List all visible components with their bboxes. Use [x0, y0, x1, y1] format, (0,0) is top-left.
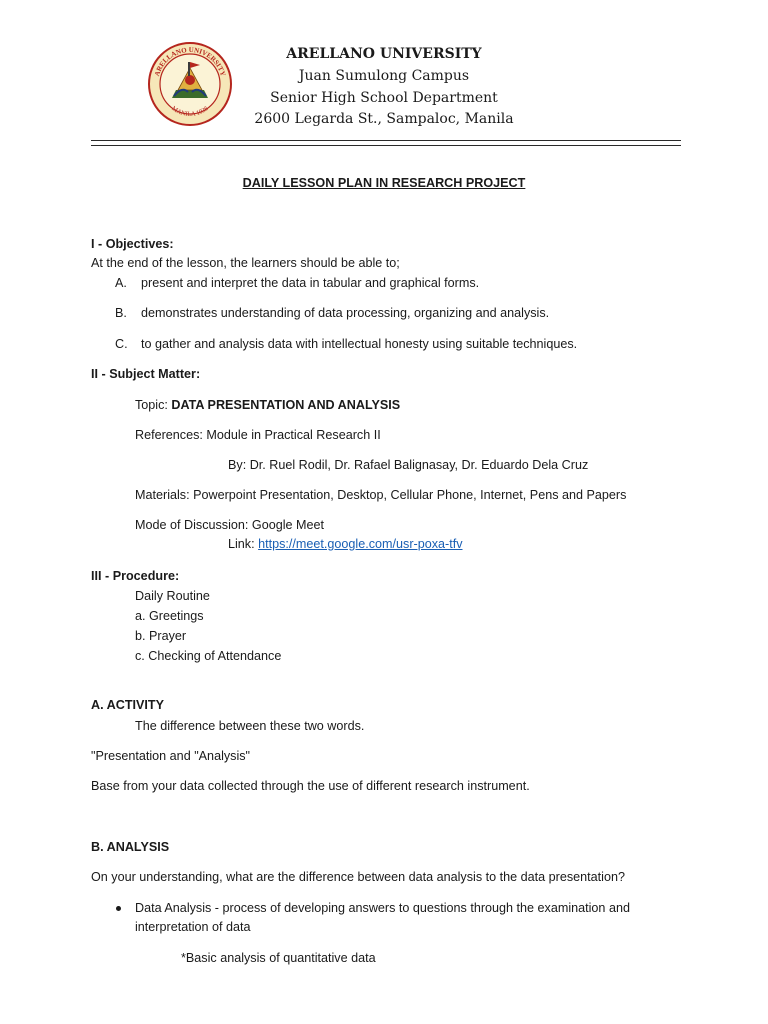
- campus-address: 2600 Legarda St., Sampaloc, Manila: [254, 111, 514, 127]
- activity-line-1: The difference between these two words.: [135, 719, 365, 733]
- procedure-heading: III - Procedure:: [91, 569, 180, 583]
- link-label: Link:: [228, 537, 259, 551]
- objectives-heading: I - Objectives:: [91, 237, 174, 251]
- objective-letter-c: C.: [115, 337, 128, 351]
- document-title: DAILY LESSON PLAN IN RESEARCH PROJECT: [242, 176, 526, 190]
- subject-matter-heading: II - Subject Matter:: [91, 367, 201, 381]
- header-divider-bottom: [91, 145, 681, 146]
- svg-text:MANILA 1938: MANILA 1938: [170, 105, 210, 119]
- google-meet-link[interactable]: https://meet.google.com/usr-poxa-tfv: [258, 537, 463, 551]
- svg-text:ARELLANO UNIVERSITY: ARELLANO UNIVERSITY: [153, 45, 227, 78]
- analysis-heading: B. ANALYSIS: [91, 840, 170, 854]
- references-line: References: Module in Practical Research II: [135, 428, 381, 442]
- analysis-question: On your understanding, what are the difference between data analysis to the data presentation?: [91, 870, 625, 884]
- procedure-item-greetings: a. Greetings: [135, 609, 204, 623]
- activity-heading: A. ACTIVITY: [91, 698, 164, 712]
- university-name: ARELLANO UNIVERSITY: [286, 46, 482, 62]
- analysis-sub-point: *Basic analysis of quantitative data: [181, 951, 376, 965]
- objectives-intro: At the end of the lesson, the learners should be able to;: [91, 256, 400, 270]
- materials-line: Materials: Powerpoint Presentation, Desktop, Cellular Phone, Internet, Pens and Papers: [135, 488, 627, 502]
- analysis-bullet-line-1: Data Analysis - process of developing answers to questions through the examination and: [135, 901, 630, 915]
- topic-line: [135, 397, 400, 413]
- procedure-item-attendance: c. Checking of Attendance: [135, 649, 282, 663]
- analysis-bullet-line-2: interpretation of data: [135, 920, 251, 934]
- objective-item-c: to gather and analysis data with intellectual honesty using suitable techniques.: [141, 337, 578, 351]
- topic-value: DATA PRESENTATION AND ANALYSIS: [171, 398, 401, 412]
- department-name: Senior High School Department: [270, 90, 498, 106]
- procedure-item-prayer: b. Prayer: [135, 629, 187, 643]
- activity-line-2: "Presentation and "Analysis": [91, 749, 251, 763]
- objective-letter-a: A.: [115, 276, 127, 290]
- meet-link-line: [228, 536, 463, 552]
- authors-line: By: Dr. Ruel Rodil, Dr. Rafael Balignasay, Dr. Eduardo Dela Cruz: [228, 458, 589, 472]
- objective-letter-b: B.: [115, 306, 127, 320]
- topic-label: Topic:: [135, 398, 172, 412]
- objective-item-b: demonstrates understanding of data processing, organizing and analysis.: [141, 306, 550, 320]
- campus-name: Juan Sumulong Campus: [298, 68, 470, 84]
- activity-line-3: Base from your data collected through the use of different research instrument.: [91, 779, 530, 793]
- header-divider-top: [91, 140, 681, 141]
- bullet-icon: [116, 906, 121, 911]
- procedure-item-daily-routine: Daily Routine: [135, 589, 210, 603]
- mode-of-discussion-line: Mode of Discussion: Google Meet: [135, 518, 324, 532]
- objective-item-a: present and interpret the data in tabular and graphical forms.: [141, 276, 480, 290]
